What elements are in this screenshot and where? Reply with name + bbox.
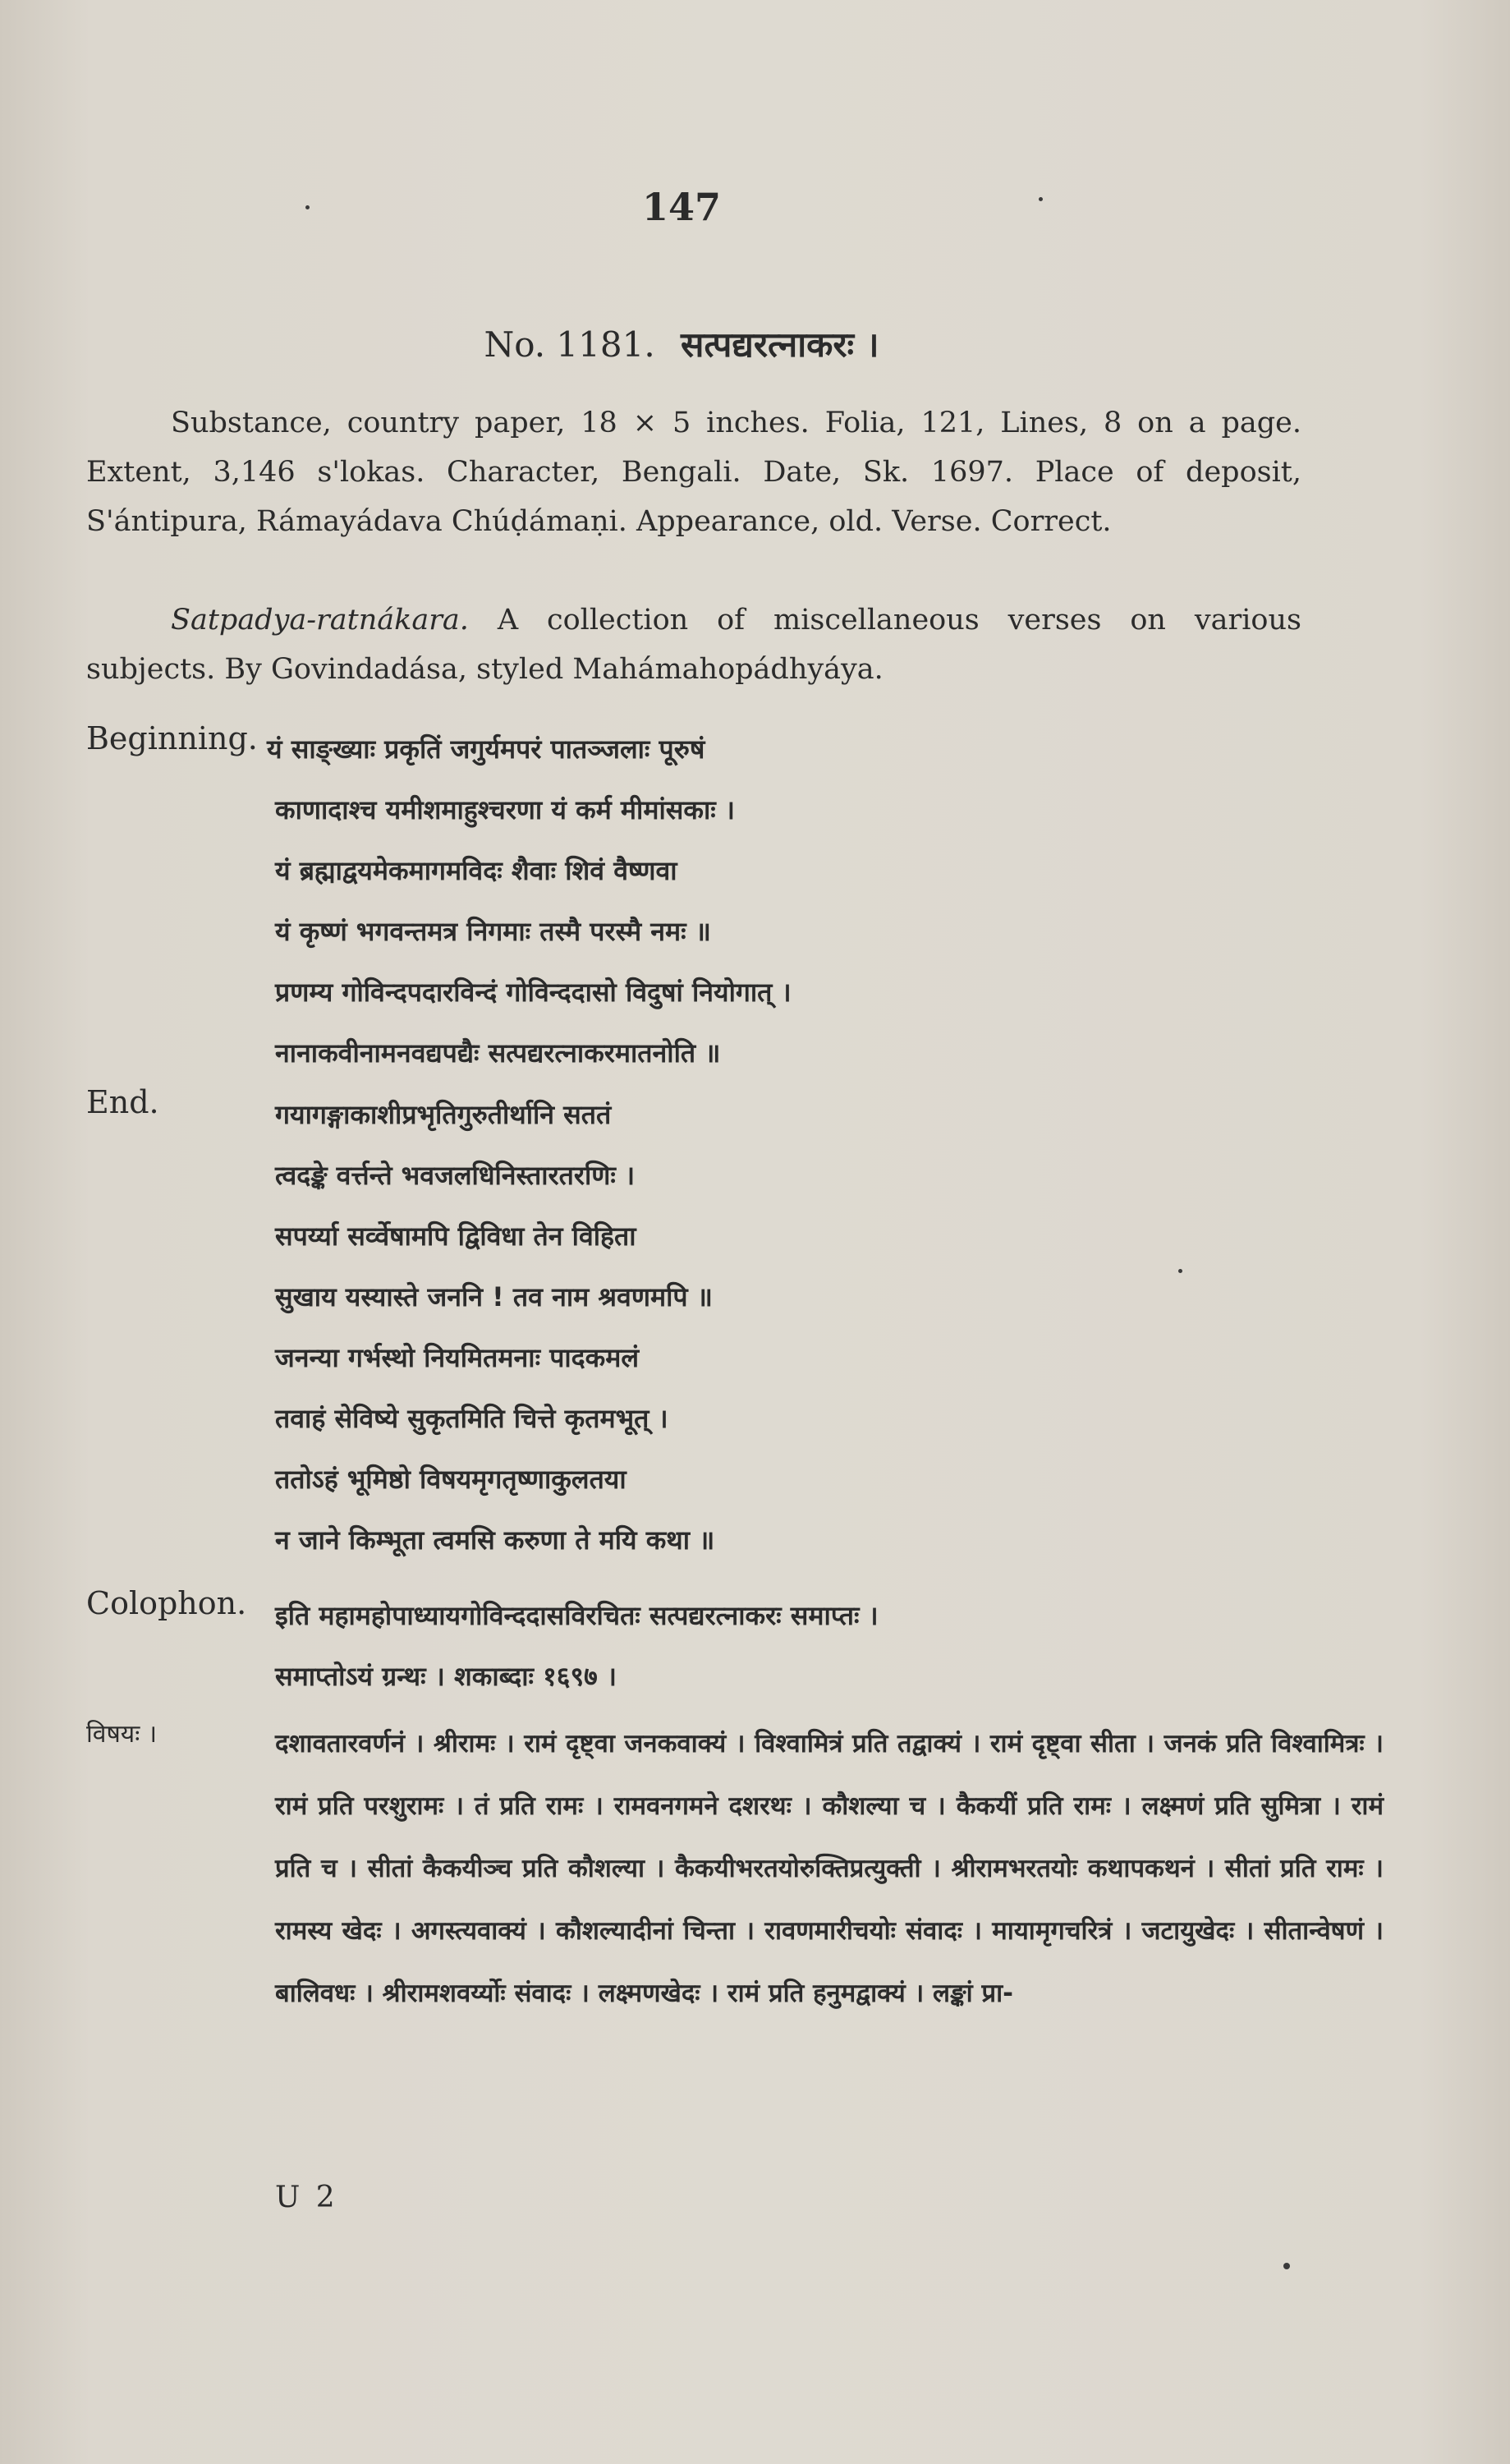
- verse-line: काणादाश्च यमीशमाहुश्चरणा यं कर्म मीमांसकाः ।: [275, 794, 735, 825]
- end-verses: [275, 1084, 714, 1570]
- verse-line: समाप्तोऽयं ग्रन्थः । शकाब्दाः १६९७ ।: [275, 1661, 617, 1692]
- beginning-label: Beginning.: [86, 720, 258, 756]
- subjects-text: दशावतारवर्णनं । श्रीरामः । रामं दृष्ट्वा जनकवाक्यं । विश्वामित्रं प्रति तद्वाक्यं । रामं दृष्ट्वा सीता । जनकं प्रति विश्वामित्रः । रामं प्रति परशुरामः । तं प्रति रामः । रामवनगमने दशरथः । कौशल्या च । कैकयीं प्रति रामः । लक्ष्मणं प्रति सुमित्रा । रामं प्रति च । सीतां कैकयीञ्च प्रति कौशल्या । कैकयीभरतयोरुक्तिप्रत्युक्ती । श्रीरामभरतयोः कथापकथनं । सीतां प्रति रामः । रामस्य खेदः । अगस्त्यवाक्यं । कौशल्यादीनां चिन्ता । रावणमारीचयोः संवादः । मायामृगचरित्रं । जटायुखेदः । सीतान्वेषणं । बालिवधः । श्रीरामशवर्य्योः संवादः । लक्ष्मणखेदः । रामं प्रति हनुमद्वाक्यं । लङ्कां प्रा-: [275, 1729, 1384, 2008]
- verse-line: न जाने किम्भूता त्वमसि करुणा ते मयि कथा ॥: [275, 1524, 715, 1556]
- colophon-label: Colophon.: [86, 1585, 247, 1621]
- verse-line: यं कृष्णं भगवन्तमत्र निगमाः तस्मै परस्मै नमः ॥: [275, 916, 711, 947]
- verse-line: प्रणम्य गोविन्दपदारविन्दं गोविन्ददासो विदुषां नियोगात् ।: [275, 977, 792, 1008]
- verse-line: त्वदङ्के वर्त्तन्ते भवजलधिनिस्तारतरणिः ।: [275, 1160, 636, 1191]
- summary-text: A collection of miscellaneous verses on various subjects. By Govindadása, styled Mahámahopádhyáya.: [86, 604, 1301, 686]
- page-number: 147: [641, 185, 722, 229]
- verse-line: इति महामहोपाध्यायगोविन्ददासविरचितः सत्पद्यरत्नाकरः समाप्तः ।: [275, 1600, 879, 1631]
- entry-title-devanagari: सत्पद्यरत्नाकरः ।: [681, 324, 879, 365]
- paper-speck: [305, 205, 310, 209]
- verse-line: सपर्य्या सर्व्वेषामपि द्विविधा तेन विहिता: [275, 1221, 636, 1252]
- verse-line: जनन्या गर्भस्थो नियमितमनाः पादकमलं: [275, 1342, 640, 1373]
- verse-line: सुखाय यस्यास्ते जननि ! तव नाम श्रवणमपि ॥: [275, 1281, 713, 1312]
- beginning-verses: [267, 719, 792, 1083]
- verse-line: गयागङ्गाकाशीप्रभृतिगुरुतीर्थानि सततं: [275, 1099, 612, 1130]
- description-paragraph: Substance, country paper, 18 × 5 inches. Folia, 121, Lines, 8 on a page. Extent, 3,146 s'lokas. Character, Bengali. Date, Sk. 1697. Place of deposit, S'ántipura, Rámayádava Chúḍámaṇi. Appearance, old. Verse. Correct.: [86, 407, 1301, 538]
- paper-speck: [1178, 1269, 1182, 1273]
- end-label: End.: [86, 1084, 159, 1120]
- verse-line: तवाहं सेविष्ये सुकृतमिति चित्ते कृतमभूत् ।: [275, 1403, 668, 1434]
- colophon-verses: [275, 1585, 879, 1707]
- verse-line: ततोऽहं भूमिष्ठो विषयमृगतृष्णाकुलतया: [275, 1464, 626, 1495]
- summary-paragraph: [86, 595, 1301, 694]
- verse-line: नानाकवीनामनवद्यपद्यैः सत्पद्यरत्नाकरमातनोति ॥: [275, 1037, 721, 1069]
- entry-number: No. 1181.: [484, 324, 655, 365]
- verse-line: यं ब्रह्माद्वयमेकमागमविदः शैवाः शिवं वैष्णवा: [275, 855, 677, 886]
- work-title: Satpadya-ratnákara.: [171, 604, 469, 637]
- paper-speck: [1039, 197, 1043, 201]
- entry-heading: [0, 320, 1363, 367]
- signature-mark: U 2: [275, 2181, 338, 2214]
- subjects-label: विषयः ।: [86, 1720, 158, 1749]
- paper-speck: [1283, 2263, 1290, 2269]
- verse-line: यं साङ्ख्याः प्रकृतिं जगुर्यमपरं पातञ्जलाः पूरुषं: [267, 733, 705, 765]
